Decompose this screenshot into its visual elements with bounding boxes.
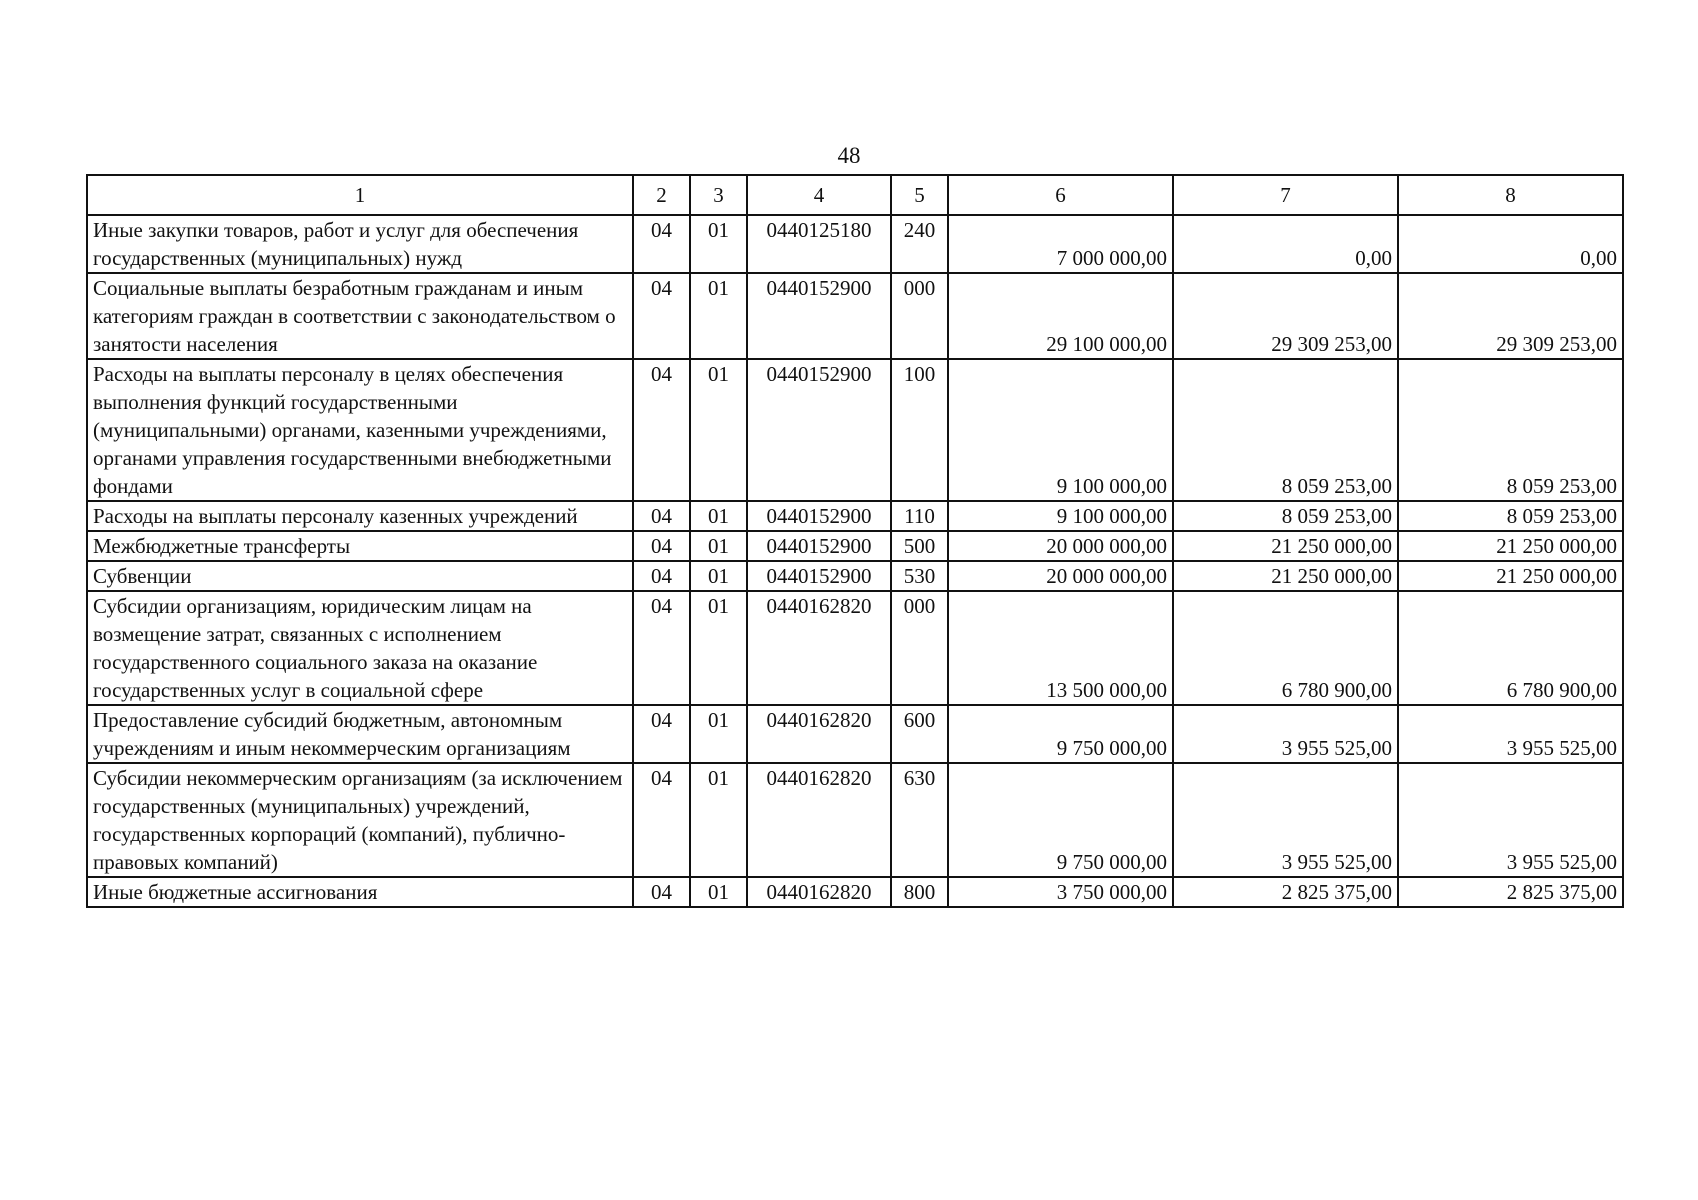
subsection-code: 01 (690, 273, 747, 359)
target-article-code: 0440162820 (747, 591, 891, 705)
expense-name: Социальные выплаты безработным гражданам и иным категориям граждан в соответствии с законодательством о занятости населения (87, 273, 633, 359)
subsection-code: 01 (690, 591, 747, 705)
amount-col7: 8 059 253,00 (1173, 359, 1398, 501)
amount-col7: 21 250 000,00 (1173, 531, 1398, 561)
amount-col6: 3 750 000,00 (948, 877, 1173, 907)
expense-name: Субсидии организациям, юридическим лицам на возмещение затрат, связанных с исполнением государственного социального заказа на оказание государственных услуг в социальной сфере (87, 591, 633, 705)
table-row (87, 531, 1623, 561)
amount-col7: 29 309 253,00 (1173, 273, 1398, 359)
amount-col8: 0,00 (1398, 215, 1623, 273)
subsection-code: 01 (690, 215, 747, 273)
amount-col6: 9 750 000,00 (948, 705, 1173, 763)
amount-col8: 3 955 525,00 (1398, 705, 1623, 763)
section-code: 04 (633, 359, 690, 501)
target-article-code: 0440162820 (747, 763, 891, 877)
page-number: 48 (837, 143, 861, 168)
section-code: 04 (633, 501, 690, 531)
amount-col6: 9 100 000,00 (948, 501, 1173, 531)
expense-name: Иные бюджетные ассигнования (87, 877, 633, 907)
column-header: 2 (633, 175, 690, 215)
target-article-code: 0440152900 (747, 359, 891, 501)
amount-col7: 8 059 253,00 (1173, 501, 1398, 531)
expense-type-code: 800 (891, 877, 948, 907)
amount-col6: 20 000 000,00 (948, 531, 1173, 561)
expense-type-code: 630 (891, 763, 948, 877)
amount-col8: 8 059 253,00 (1398, 501, 1623, 531)
expense-type-code: 530 (891, 561, 948, 591)
target-article-code: 0440152900 (747, 273, 891, 359)
amount-col8: 21 250 000,00 (1398, 561, 1623, 591)
table-row (87, 763, 1623, 877)
expense-type-code: 000 (891, 273, 948, 359)
section-code: 04 (633, 591, 690, 705)
amount-col8: 2 825 375,00 (1398, 877, 1623, 907)
table-row (87, 591, 1623, 705)
column-header: 8 (1398, 175, 1623, 215)
subsection-code: 01 (690, 763, 747, 877)
column-header: 4 (747, 175, 891, 215)
section-code: 04 (633, 763, 690, 877)
column-header: 3 (690, 175, 747, 215)
amount-col7: 21 250 000,00 (1173, 561, 1398, 591)
subsection-code: 01 (690, 501, 747, 531)
expense-type-code: 000 (891, 591, 948, 705)
subsection-code: 01 (690, 877, 747, 907)
subsection-code: 01 (690, 561, 747, 591)
table-row (87, 359, 1623, 501)
subsection-code: 01 (690, 705, 747, 763)
section-code: 04 (633, 531, 690, 561)
target-article-code: 0440162820 (747, 705, 891, 763)
column-header: 5 (891, 175, 948, 215)
amount-col8: 21 250 000,00 (1398, 531, 1623, 561)
expense-name: Расходы на выплаты персоналу казенных учреждений (87, 501, 633, 531)
table-row (87, 877, 1623, 907)
budget-table (86, 174, 1624, 908)
table-row (87, 561, 1623, 591)
target-article-code: 0440125180 (747, 215, 891, 273)
expense-type-code: 500 (891, 531, 948, 561)
section-code: 04 (633, 561, 690, 591)
expense-name: Предоставление субсидий бюджетным, автономным учреждениям и иным некоммерческим организациям (87, 705, 633, 763)
amount-col6: 29 100 000,00 (948, 273, 1173, 359)
amount-col6: 7 000 000,00 (948, 215, 1173, 273)
table-row (87, 215, 1623, 273)
expense-name: Субвенции (87, 561, 633, 591)
section-code: 04 (633, 215, 690, 273)
amount-col7: 0,00 (1173, 215, 1398, 273)
expense-name: Иные закупки товаров, работ и услуг для обеспечения государственных (муниципальных) нужд (87, 215, 633, 273)
target-article-code: 0440162820 (747, 877, 891, 907)
expense-type-code: 600 (891, 705, 948, 763)
amount-col7: 3 955 525,00 (1173, 763, 1398, 877)
target-article-code: 0440152900 (747, 531, 891, 561)
section-code: 04 (633, 877, 690, 907)
table-header-row (87, 175, 1623, 215)
amount-col7: 6 780 900,00 (1173, 591, 1398, 705)
amount-col7: 2 825 375,00 (1173, 877, 1398, 907)
amount-col7: 3 955 525,00 (1173, 705, 1398, 763)
amount-col8: 8 059 253,00 (1398, 359, 1623, 501)
expense-name: Межбюджетные трансферты (87, 531, 633, 561)
section-code: 04 (633, 273, 690, 359)
expense-type-code: 100 (891, 359, 948, 501)
column-header: 6 (948, 175, 1173, 215)
expense-name: Расходы на выплаты персоналу в целях обеспечения выполнения функций государственными (муниципальными) органами, казенными учреждениями, органами управления государственными внебюджетными фондами (87, 359, 633, 501)
subsection-code: 01 (690, 531, 747, 561)
target-article-code: 0440152900 (747, 561, 891, 591)
expense-name: Субсидии некоммерческим организациям (за исключением государственных (муниципальных) учреждений, государственных корпораций (компаний), публично-правовых компаний) (87, 763, 633, 877)
table-row (87, 273, 1623, 359)
amount-col8: 29 309 253,00 (1398, 273, 1623, 359)
amount-col8: 6 780 900,00 (1398, 591, 1623, 705)
target-article-code: 0440152900 (747, 501, 891, 531)
amount-col8: 3 955 525,00 (1398, 763, 1623, 877)
column-header: 7 (1173, 175, 1398, 215)
expense-type-code: 110 (891, 501, 948, 531)
amount-col6: 9 750 000,00 (948, 763, 1173, 877)
table-row (87, 501, 1623, 531)
section-code: 04 (633, 705, 690, 763)
column-header: 1 (87, 175, 633, 215)
amount-col6: 13 500 000,00 (948, 591, 1173, 705)
amount-col6: 9 100 000,00 (948, 359, 1173, 501)
table-row (87, 705, 1623, 763)
expense-type-code: 240 (891, 215, 948, 273)
subsection-code: 01 (690, 359, 747, 501)
amount-col6: 20 000 000,00 (948, 561, 1173, 591)
